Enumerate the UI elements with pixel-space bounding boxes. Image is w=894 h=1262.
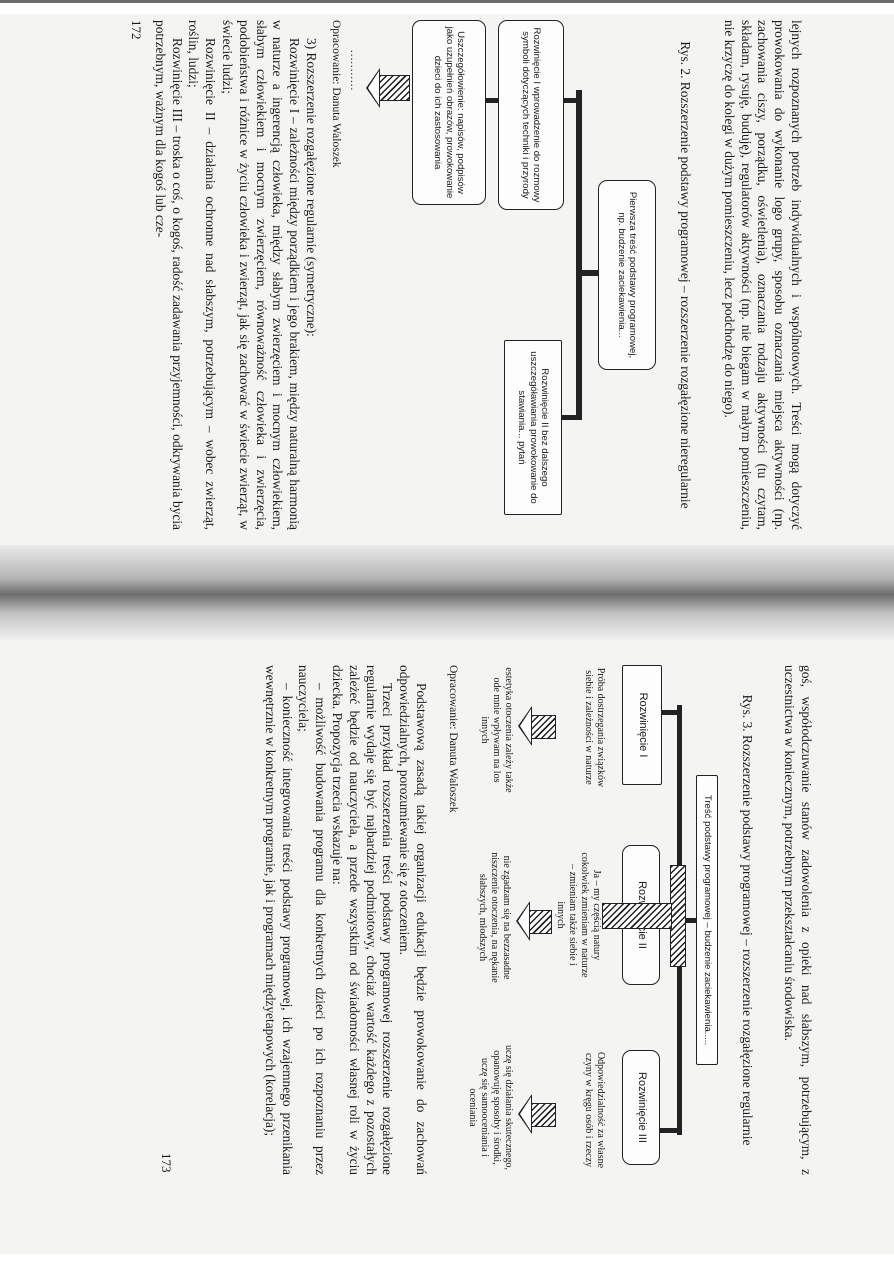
under-text-3: Odpowiedzialność za własne czyny w kręgu osób i rzeczy [583, 1051, 606, 1169]
diagram-connector [576, 90, 582, 420]
arrow-head-icon [518, 706, 532, 746]
diagram-top-box: Treść podstawy programowej – budzenie zaciekawienia..... [696, 775, 718, 1065]
bottom-text-1: estetyka otoczenia zależy także ode mnie wpływam na los innych [479, 667, 514, 793]
diagram-connector [562, 98, 582, 103]
intro-paragraph [780, 665, 814, 1175]
intro-paragraph [720, 20, 804, 530]
page-172 [44, 20, 804, 530]
page-number: 172 [129, 20, 144, 40]
body-paragraph: Trzeci przykład rozszerzenia treści podstawy programowej rozszerzenie rozgałęzione regularnie wydaje się być najbardziej podmiotowy, chociaż wartość każdego z pozostałych zależeć będzie od nauczyciela, a przede wszystkim od świadomości własnej roli w życiu dziecka. Propozycja trzecia wskazuje na: [330, 665, 396, 1175]
body-paragraph: Rozwinięcie III – troska o coś, o kogoś, radość zadawania przyjemności, odkrywania bycia potrzebnym, ważnym dla kogoś lub cze- [152, 20, 185, 530]
hatched-arrow-icon [602, 903, 672, 929]
body-text [261, 665, 429, 1175]
body-text [151, 20, 319, 530]
diagram-connector [660, 710, 682, 715]
under-text-2: Ja – my częścią natury cokolwiek zmieniam w naturze – zmieniam także siebie i innych [555, 852, 602, 978]
body-paragraph: – możliwość budowania programu dla konkretnych dzieci po ich rozpoznaniu przez nauczyciela; [296, 665, 329, 1175]
diagram-right-box: Rozwinięcie II bez dalszego uszczegóławiania prowokowanie do stawiania... pytań [504, 340, 562, 515]
box-rozwiniecie-3: Rozwinięcie III [622, 1050, 660, 1165]
body-paragraph: Rozwinięcie I – zależności między porządkiem i jego brakiem, między naturalną harmonią w naturze a ingerencją człowieka, między słabym zwierzęciem i mocnym człowiekiem, słabym człowiekiem i mocnym zwierzęciem, równoważność człowieka i zwierzęcia, podobieństwa i różnice w życiu człowieka i zwierząt, jak się zachować w świecie zwierząt, w świecie ludzi; [220, 20, 303, 530]
book-gutter-shadow [0, 545, 894, 640]
diagram-connector [660, 1128, 682, 1133]
hatched-arrow-icon [530, 1103, 556, 1127]
bottom-text-2: nie zgadzam się na bezzasadne niszczenie otoczenia, na nękanie słabszych, młodszych [477, 852, 512, 983]
arrow-head-icon [366, 68, 380, 108]
under-text-1: Próba dostrzegania związków siebie i zależności w naturze [583, 667, 606, 788]
body-paragraph: Rozwinięcie II – działania ochronne nad słabszym, potrzebującym – wobec zwierząt, roślin, ludzi; [186, 20, 219, 530]
diagram-dots: ........... [348, 50, 360, 92]
diagram-connector [484, 98, 498, 103]
box-rozwiniecie-1: Rozwinięcie I [622, 665, 662, 785]
body-paragraph: Podstawową zasadą takiej organizacji edukacji będzie prowokowanie do zachowań odpowiedzialnych, porozumiewanie się z otoczeniem. [397, 665, 429, 1175]
diagram-connector [580, 270, 598, 276]
figure-source: Opracowanie: Danuta Waloszek [330, 20, 342, 168]
hatched-arrow-icon [530, 715, 556, 739]
diagram-top-box: Pierwsza treść podstawy programowej, np. budzenie zaciekawienia... [598, 180, 656, 370]
figure-caption: Rys. 2. Rozszerzenie podstawy programowej – rozszerzenie rozgałęzione nieregularnie [678, 41, 693, 509]
diagram-bottom-box: Uszczegółowienie: napisów, podpisów jako uzupełnień obrazów, prowokowanie dzieci do ich zastosowania [412, 20, 486, 205]
body-paragraph: – konieczność integrowania treści podstawy programowej, ich wzajemnego przenikania wewnętrznie w konkretnym programie, jak i programach międzyetapowych (korelacja); [262, 665, 295, 1175]
arrow-head-icon [518, 1094, 532, 1134]
arrow-head-icon [516, 901, 530, 941]
intro-text: goś, współodczuwanie stanów zadowolenia z opieki nad słabszym, potrzebującym, z uczestnictwa w koniecznym, potrzebnym przekształcaniu środowiska. [782, 665, 814, 1175]
page-number: 173 [159, 1153, 174, 1173]
body-paragraph: 3) Rozszerzenie rozgałęzione regularnie (symetryczne): [304, 38, 319, 337]
diagram-connector [562, 415, 582, 420]
scan-top-edge [0, 0, 894, 3]
page-173 [54, 665, 814, 1175]
diagram-left-box: Rozwinięcie I wprowadzenie do rozmowy symboli dotyczących techniki i przyrody [498, 20, 564, 210]
hatched-arrow-icon [670, 865, 686, 967]
figure-source: Opracowanie: Danuta Waloszek [447, 665, 459, 813]
hatched-arrow-icon [528, 910, 552, 934]
bottom-text-3: uczę się działania skutecznego, opanowuję sposoby i środki, uczę się samooceniania i oceniania [467, 1045, 514, 1170]
figure-caption: Rys. 3. Rozszerzenie podstawy programowej – rozszerzenie rozgałęzione regularnie [740, 694, 755, 1146]
hatched-arrow-icon [378, 75, 410, 101]
intro-text: lejnych rozpoznanych potrzeb indywidualnych i wspólnotowych. Treści mogą dotyczyć prowokowania do wykonanie logo grupy, sposobu oznaczania miejsca aktywności (np. zachowania ciszy, porządku, oświetlenia), oznaczania rodzaju aktywności (tu czytam, składam, rysuję, buduję), regulatorów aktywności (np. nie biegam w małym pomieszczeniu, nie krzyczę do kolegi w dużym pomieszczeniu, lecz podchodzę do niego). [721, 20, 804, 530]
